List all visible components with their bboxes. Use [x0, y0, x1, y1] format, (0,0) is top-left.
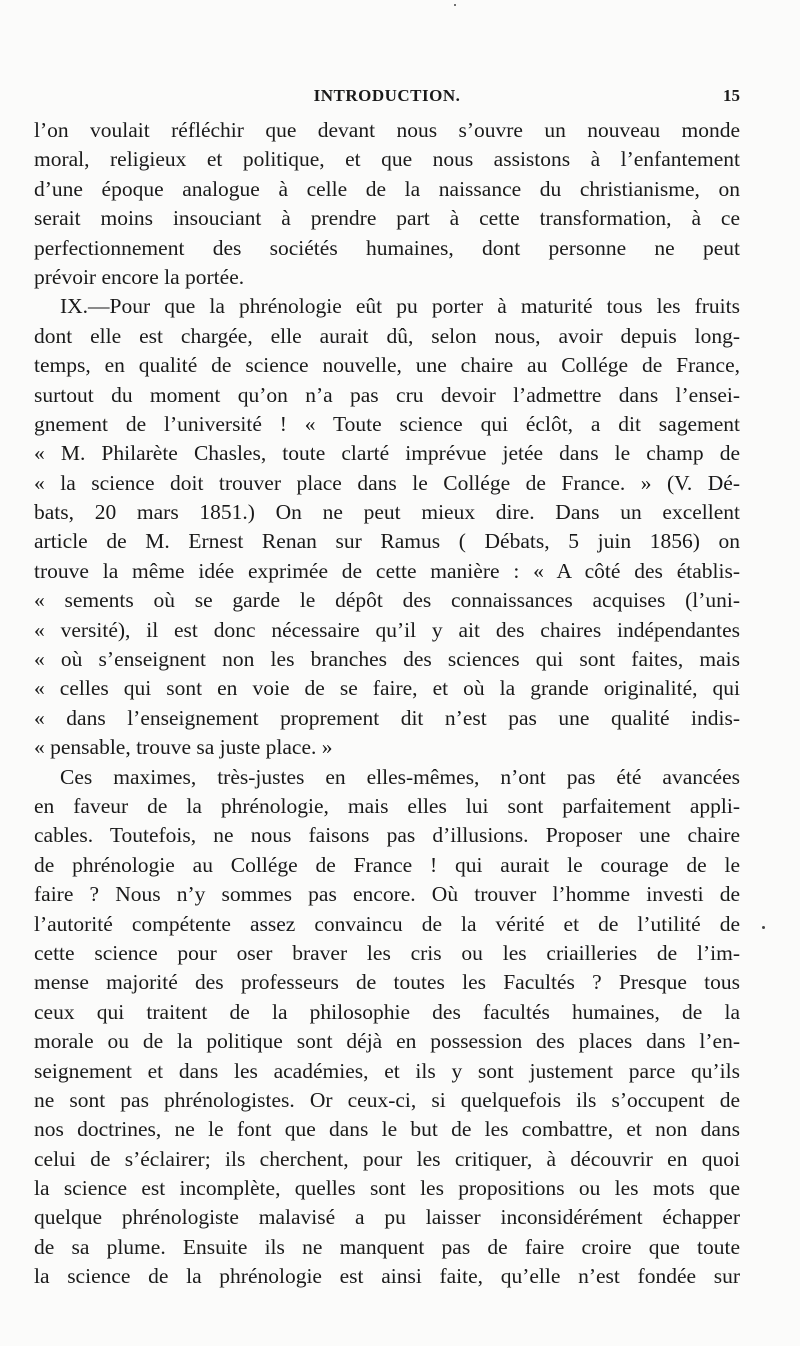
text-line: quelque phrénologiste malavisé a pu laisser inconsidérément échapper [34, 1205, 740, 1230]
text-line: l’autorité compétente assez convaincu de la vérité et de l’utilité de [34, 911, 740, 936]
text-line: « pensable, trouve sa juste place. » [34, 735, 333, 760]
text-line: ne sont pas phrénologistes. Or ceux-ci, si quelquefois ils s’occupent de [34, 1087, 740, 1112]
text-line: l’on voulait réfléchir que devant nous s’ouvre un nouveau monde [34, 118, 740, 142]
text-line: serait moins insouciant à prendre part à cette transformation, à ce [34, 206, 740, 231]
running-header [34, 86, 740, 110]
text-line: en faveur de la phrénologie, mais elles lui sont parfaitement appli- [34, 793, 740, 818]
text-line: la science de la phrénologie est ainsi faite, qu’elle n’est fondée sur [34, 1264, 740, 1289]
text-line: la science est incomplète, quelles sont les propositions ou les mots que [34, 1176, 740, 1201]
text-line: IX.—Pour que la phrénologie eût pu porter à maturité tous les fruits [60, 294, 740, 319]
text-line: nos doctrines, ne le font que dans le but de les combattre, et non dans [34, 1117, 740, 1142]
text-line: moral, religieux et politique, et que nous assistons à l’enfantement [34, 147, 740, 172]
ink-speck [454, 4, 456, 6]
text-line: mense majorité des professeurs de toutes les Facultés ? Presque tous [34, 970, 740, 995]
text-line: ceux qui traitent de la philosophie des facultés humaines, de la [34, 999, 740, 1024]
text-line: de phrénologie au Collége de France ! qui aurait le courage de le [34, 852, 740, 877]
text-line: bats, 20 mars 1851.) On ne peut mieux dire. Dans un excellent [34, 500, 740, 525]
body-text [34, 116, 740, 1292]
text-line: Ces maximes, très-justes en elles-mêmes, n’ont pas été avancées [60, 764, 740, 789]
text-line: « dans l’enseignement proprement dit n’est pas une qualité indis- [34, 705, 740, 730]
text-line: gnement de l’université ! « Toute science qui éclôt, a dit sagement [34, 411, 740, 436]
page-number: 15 [723, 86, 740, 105]
text-line: d’une époque analogue à celle de la naissance du christianisme, on [34, 176, 740, 201]
text-line: perfectionnement des sociétés humaines, dont personne ne peut [34, 235, 740, 260]
text-line: « M. Philarète Chasles, toute clarté imprévue jetée dans le champ de [34, 441, 740, 466]
text-line: cables. Toutefois, ne nous faisons pas d’illusions. Proposer une chaire [34, 823, 740, 848]
text-line: cette science pour oser braver les cris ou les criailleries de l’im- [34, 940, 740, 965]
running-title: INTRODUCTION. [313, 86, 461, 105]
text-line: « où s’enseignent non les branches des sciences qui sont faites, mais [34, 647, 740, 672]
text-line: faire ? Nous n’y sommes pas encore. Où trouver l’homme investi de [34, 882, 740, 907]
text-line: dont elle est chargée, elle aurait dû, selon nous, avoir depuis long- [34, 323, 740, 348]
text-line: « sements où se garde le dépôt des connaissances acquises (l’uni- [34, 588, 740, 613]
ink-speck [762, 926, 765, 929]
text-line: seignement et dans les académies, et ils y sont justement parce qu’ils [34, 1058, 740, 1083]
text-line: trouve la même idée exprimée de cette manière : « A côté des établis- [34, 558, 740, 583]
text-line: celui de s’éclairer; ils cherchent, pour les critiquer, à découvrir en quoi [34, 1146, 740, 1171]
text-line: morale ou de la politique sont déjà en possession des places dans l’en- [34, 1029, 740, 1054]
text-line: surtout du moment qu’on n’a pas cru devoir l’admettre dans l’ensei- [34, 382, 740, 407]
text-line: « celles qui sont en voie de se faire, et où la grande originalité, qui [34, 676, 740, 701]
text-line: article de M. Ernest Renan sur Ramus ( Débats, 5 juin 1856) on [34, 529, 740, 554]
text-line: de sa plume. Ensuite ils ne manquent pas de faire croire que toute [34, 1234, 740, 1259]
text-line: « la science doit trouver place dans le Collége de France. » (V. Dé- [34, 470, 740, 495]
text-line: prévoir encore la portée. [34, 264, 245, 289]
text-line: temps, en qualité de science nouvelle, une chaire au Collége de France, [34, 353, 740, 378]
text-line: « versité), il est donc nécessaire qu’il y ait des chaires indépendantes [34, 617, 740, 642]
